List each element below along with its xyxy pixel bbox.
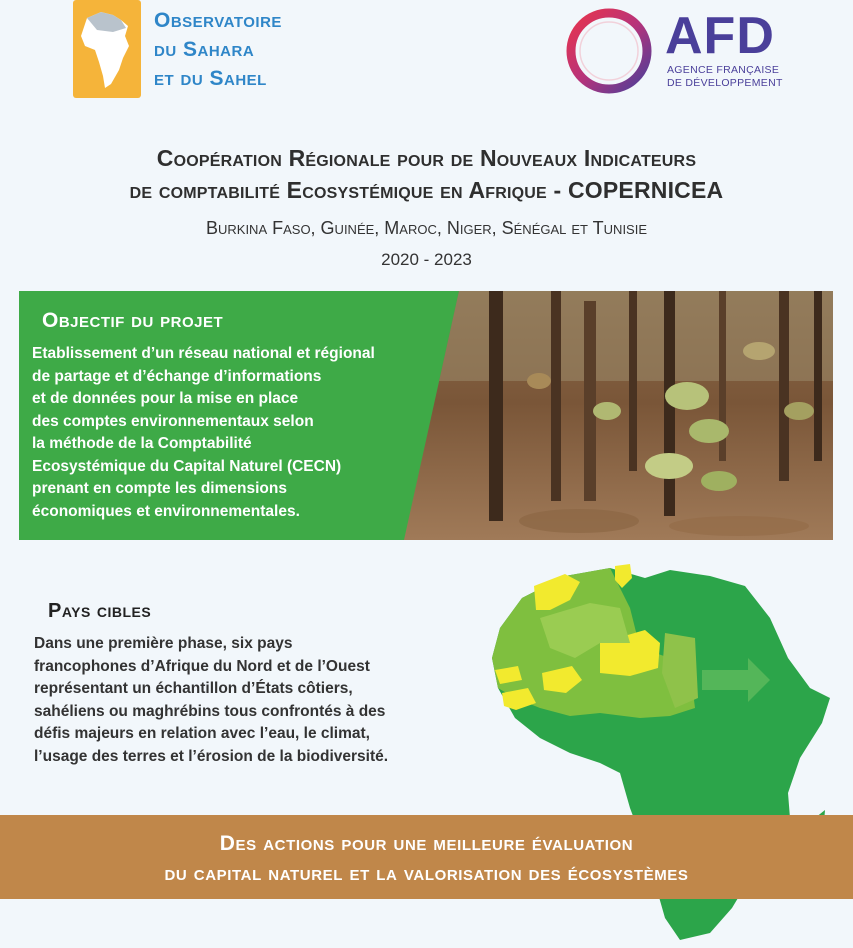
actions-banner-line: du capital naturel et la valorisation des écosystèmes <box>164 862 689 885</box>
project-years: 2020 - 2023 <box>381 250 472 269</box>
oss-name-line: et du Sahel <box>154 67 267 90</box>
page-title-line: Coopération Régionale pour de Nouveaux Indicateurs <box>156 145 697 171</box>
target-countries-text-line: Dans une première phase, six pays <box>34 635 293 652</box>
target-countries-text-line: représentant un échantillon d’États côtiers, <box>34 680 353 697</box>
target-countries-text-line: défis majeurs en relation avec l’eau, le climat, <box>34 725 370 742</box>
afd-ring-icon <box>564 6 654 96</box>
objective-text <box>32 343 432 523</box>
countries-subtitle: Burkina Faso, Guinée, Maroc, Niger, Sénégal et Tunisie <box>205 218 648 238</box>
objective-text-line: économiques et environnementales. <box>32 502 300 520</box>
oss-logo <box>73 0 141 98</box>
afd-wordmark: AFD <box>665 7 775 65</box>
afd-subtitle-line: AGENCE FRANÇAISE <box>667 64 780 76</box>
objective-text-line: la méthode de la Comptabilité <box>32 435 252 452</box>
target-countries-text-line: l’usage des terres et l’érosion de la biodiversité. <box>34 747 389 765</box>
target-countries-text-line: francophones d’Afrique du Nord et de l’Ouest <box>34 657 370 675</box>
target-countries-text <box>34 633 464 768</box>
page-title <box>0 142 853 206</box>
afd-subtitle-line: DE DÉVELOPPEMENT <box>667 77 783 89</box>
objective-heading: Objectif du projet <box>42 309 224 332</box>
oss-name-line: du Sahara <box>154 38 255 61</box>
target-countries-heading: Pays cibles <box>48 600 152 622</box>
page-title-line: de comptabilité Ecosystémique en Afrique - COPERNICEA <box>129 177 724 203</box>
objective-text-line: de partage et d’échange d’informations <box>32 367 322 385</box>
objective-text-line: prenant en compte les dimensions <box>32 480 287 497</box>
objective-text-line: Etablissement d’un réseau national et régional <box>32 345 375 362</box>
objective-text-line: Ecosystémique du Capital Naturel (CECN) <box>32 457 342 475</box>
objective-text-line: des comptes environnementaux selon <box>32 412 314 430</box>
oss-name <box>154 6 282 93</box>
objective-text-line: et de données pour la mise en place <box>32 390 299 407</box>
forest-photo <box>404 291 833 540</box>
oss-name-line: Observatoire <box>154 9 282 32</box>
afd-subtitle <box>667 64 783 90</box>
target-countries-text-line: sahéliens ou maghrébins tous confrontés à des <box>34 702 386 720</box>
actions-banner-line: Des actions pour une meilleure évaluation <box>219 832 634 855</box>
actions-banner-text <box>0 829 853 889</box>
